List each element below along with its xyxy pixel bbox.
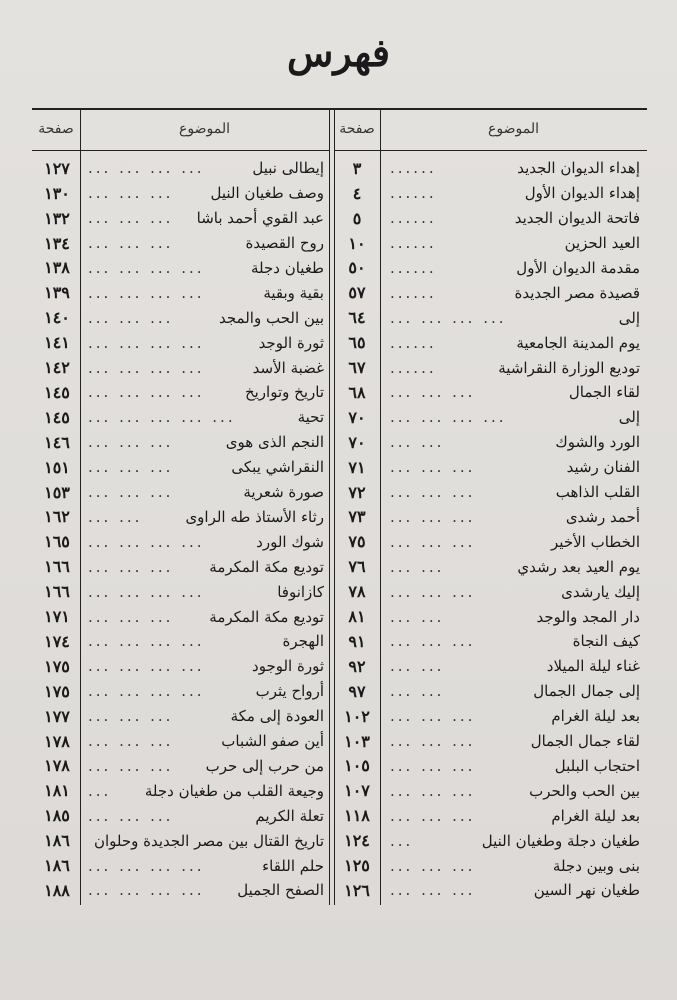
index-entry	[32, 729, 647, 754]
index-entry	[32, 679, 647, 704]
entry-title: أرواح يثرب	[255, 682, 324, 701]
index-entry	[32, 779, 647, 804]
entry-title: روح القصيدة	[245, 234, 324, 253]
page-number: ١٢٦	[344, 880, 370, 900]
index-entry	[32, 330, 647, 355]
entry-title: وجيعة القلب من طغيان دجلة	[144, 781, 324, 800]
leader-dots: ......	[390, 283, 437, 302]
index-entry	[32, 281, 647, 306]
index-entry	[32, 455, 647, 480]
leader-dots: ......	[390, 234, 437, 253]
right-header-rule	[334, 150, 647, 151]
entry-title: يوم العيد بعد رشدي	[517, 557, 640, 576]
leader-dots: ... ...	[88, 507, 143, 526]
index-entry	[32, 604, 647, 629]
page-number: ٩١	[348, 631, 366, 651]
index-entry	[32, 878, 647, 903]
entry-title: إليك يارشدى	[561, 582, 640, 601]
page-number: ٧١	[348, 457, 366, 477]
page-number: ١٥١	[44, 457, 70, 477]
page-number: ١٤٥	[44, 382, 70, 402]
page-number: ١٣٠	[44, 183, 70, 203]
leader-dots: ... ... ...	[88, 234, 174, 253]
entry-title: طغيان دجلة وطغيان النيل	[481, 831, 640, 850]
leader-dots: ... ... ... ...	[88, 283, 205, 302]
page-number: ١٠٣	[344, 731, 370, 751]
entry-title: طغيان نهر السين	[533, 881, 640, 900]
page-number: ١٤١	[44, 333, 70, 353]
entry-title: غضبة الأسد	[252, 358, 324, 377]
page-number: ١٠	[348, 233, 366, 253]
entry-title: طغيان دجلة	[250, 258, 324, 277]
entry-title: توديع مكة المكرمة	[209, 607, 324, 626]
leader-dots: ... ... ...	[88, 557, 174, 576]
page-number: ١٧٨	[44, 731, 70, 751]
entry-title: بعد ليلة الغرام	[551, 806, 640, 825]
page-number: ١٧١	[44, 607, 70, 627]
leader-dots: ... ... ... ...	[88, 333, 205, 352]
entry-title: حلم اللقاء	[262, 856, 324, 875]
entry-title: الصفح الجميل	[237, 881, 324, 900]
entry-title: صورة شعرية	[243, 483, 324, 502]
page-number: ١٠٧	[344, 781, 370, 801]
page-number: ١٧٨	[44, 756, 70, 776]
entry-title: احتجاب البلبل	[554, 756, 640, 775]
leader-dots: ... ... ...	[88, 458, 174, 477]
entry-title: الهجرة	[282, 632, 324, 651]
leader-dots: ... ... ...	[390, 532, 476, 551]
page-title: فهرس	[286, 30, 391, 75]
leader-dots: ... ... ...	[390, 582, 476, 601]
entry-title: يوم المدينة الجامعية	[516, 333, 640, 352]
entry-title: تعلة الكريم	[255, 806, 324, 825]
page-number: ٥٧	[348, 283, 366, 303]
leader-dots: ......	[390, 358, 437, 377]
leader-dots: ......	[390, 258, 437, 277]
leader-dots: ... ... ...	[88, 483, 174, 502]
right-page-header: صفحة	[339, 121, 375, 137]
page-number: ١٦٢	[44, 507, 70, 527]
leader-dots: ... ... ... ...	[88, 881, 205, 900]
leader-dots: ... ... ...	[390, 707, 476, 726]
entry-title: إيطالى نبيل	[252, 159, 324, 178]
index-entry	[32, 704, 647, 729]
entry-title: العيد الحزين	[564, 234, 640, 253]
page-number: ٩٧	[348, 681, 366, 701]
page-number: ١٢٤	[344, 831, 370, 851]
leader-dots: ... ... ... ...	[88, 258, 205, 277]
entry-title: كيف النجاة	[572, 632, 640, 651]
leader-dots: ... ... ...	[390, 881, 476, 900]
index-entry	[32, 530, 647, 555]
page-number: ٥	[352, 208, 362, 228]
leader-dots: ...	[88, 781, 112, 800]
entry-title: فاتحة الديوان الجديد	[514, 209, 640, 228]
leader-dots: ... ... ... ...	[88, 682, 205, 701]
page-number: ٧٨	[348, 582, 366, 602]
index-entry	[32, 754, 647, 779]
entry-title: مقدمة الديوان الأول	[516, 258, 640, 277]
entry-title: تحية	[297, 408, 324, 427]
index-table	[32, 110, 647, 910]
leader-dots: ......	[390, 209, 437, 228]
entry-title: دار المجد والوجد	[536, 607, 640, 626]
page-number: ٧٢	[348, 482, 366, 502]
entry-title: الورد والشوك	[555, 433, 640, 452]
entry-title: بعد ليلة الغرام	[551, 707, 640, 726]
entry-title: العودة إلى مكة	[230, 707, 324, 726]
page-number: ٦٤	[348, 308, 366, 328]
leader-dots: ... ...	[390, 657, 445, 676]
leader-dots: ... ... ... ...	[88, 383, 205, 402]
leader-dots: ... ... ...	[390, 732, 476, 751]
entry-title: لقاء جمال الجمال	[530, 732, 640, 751]
index-entry	[32, 803, 647, 828]
page-number: ٤	[352, 183, 362, 203]
page-number: ١٠٥	[344, 756, 370, 776]
entry-title: لقاء الجمال	[568, 383, 640, 402]
index-entry	[32, 231, 647, 256]
leader-dots: ... ... ...	[88, 806, 174, 825]
page-number: ٣	[352, 158, 362, 178]
index-entry	[32, 828, 647, 853]
page-number: ١٦٦	[44, 582, 70, 602]
index-entry	[32, 629, 647, 654]
entry-title: بين الحب والمجد	[218, 308, 324, 327]
entry-title: ثورة الوجد	[258, 333, 324, 352]
index-entry	[32, 355, 647, 380]
page-number: ١٣٩	[44, 283, 70, 303]
entry-title: بقية وبقية	[263, 283, 324, 302]
leader-dots: ... ... ...	[390, 483, 476, 502]
page-number: ١٣٤	[44, 233, 70, 253]
entry-title: النقراشي يبكى	[231, 458, 324, 477]
leader-dots: ... ... ... ...	[88, 856, 205, 875]
index-entry	[32, 554, 647, 579]
page-number: ١٨١	[44, 781, 70, 801]
entry-title: ثورة الوجود	[252, 657, 324, 676]
index-entry	[32, 579, 647, 604]
left-topic-header: الموضوع	[179, 121, 230, 137]
index-entry	[32, 206, 647, 231]
page-number: ١٦٦	[44, 557, 70, 577]
index-entry	[32, 405, 647, 430]
entry-title: توديع مكة المكرمة	[209, 557, 324, 576]
page-number: ١٥٣	[44, 482, 70, 502]
leader-dots: ... ... ... ...	[88, 532, 205, 551]
right-topic-header: الموضوع	[488, 121, 539, 137]
page-number: ١٨٦	[44, 856, 70, 876]
index-entry	[32, 181, 647, 206]
entry-title: رثاء الأستاذ طه الراوى	[185, 507, 324, 526]
index-entry	[32, 505, 647, 530]
leader-dots: ......	[390, 159, 437, 178]
entry-title: أحمد رشدى	[565, 507, 640, 526]
left-header-rule	[32, 150, 329, 151]
leader-dots: ... ...	[390, 607, 445, 626]
leader-dots: ... ... ... ...	[88, 582, 205, 601]
page-number: ١٠٢	[344, 706, 370, 726]
page-number: ٦٥	[348, 333, 366, 353]
page-number: ٧٣	[348, 507, 366, 527]
page-number: ٦٨	[348, 382, 366, 402]
entry-title: قصيدة مصر الجديدة	[514, 283, 640, 302]
page-number: ١٧٧	[44, 706, 70, 726]
entry-title: تاريخ وتواريخ	[244, 383, 324, 402]
page-number: ١٤٢	[44, 358, 70, 378]
leader-dots: ... ... ...	[390, 507, 476, 526]
leader-dots: ... ... ...	[390, 458, 476, 477]
index-entry	[32, 156, 647, 181]
leader-dots: ... ... ...	[88, 209, 174, 228]
page-number: ١٧٤	[44, 631, 70, 651]
entry-title: إهداء الديوان الجديد	[517, 159, 640, 178]
leader-dots: ... ... ... ...	[88, 657, 205, 676]
page-number: ٧٠	[348, 432, 366, 452]
index-entry	[32, 853, 647, 878]
page-number: ١٤٥	[44, 407, 70, 427]
index-entry	[32, 256, 647, 281]
leader-dots: ... ... ...	[88, 184, 174, 203]
leader-dots: ... ... ... ...	[390, 408, 507, 427]
page-number: ٧٥	[348, 532, 366, 552]
page-number: ١٨٥	[44, 806, 70, 826]
entry-title: تاريخ القتال بين مصر الجديدة وحلوان	[93, 831, 324, 850]
page-number: ١٣٨	[44, 258, 70, 278]
leader-dots: ... ... ...	[390, 756, 476, 775]
leader-dots: ... ... ...	[390, 383, 476, 402]
leader-dots: ... ... ...	[88, 607, 174, 626]
entry-title: كازانوفا	[277, 582, 324, 601]
left-page-header: صفحة	[38, 121, 74, 137]
page-number: ٥٠	[348, 258, 366, 278]
leader-dots: ... ... ...	[390, 632, 476, 651]
entry-title: إهداء الديوان الأول	[524, 184, 640, 203]
leader-dots: ... ... ...	[88, 756, 174, 775]
page-number: ١٤٠	[44, 308, 70, 328]
leader-dots: ... ... ... ...	[88, 358, 205, 377]
entry-title: إلى	[618, 408, 640, 427]
entry-title: بنى وبين دجلة	[552, 856, 640, 875]
entry-title: إلى جمال الجمال	[533, 682, 640, 701]
leader-dots: ......	[390, 333, 437, 352]
entry-title: الخطاب الأخير	[551, 532, 640, 551]
page-number: ١١٨	[344, 806, 370, 826]
entry-title: من حرب إلى حرب	[205, 756, 324, 775]
leader-dots: ... ... ...	[88, 732, 174, 751]
page-number: ٨١	[348, 607, 366, 627]
entry-title: أين صفو الشباب	[221, 732, 324, 751]
page-number: ٦٧	[348, 358, 366, 378]
page-number: ١٦٥	[44, 532, 70, 552]
page-number: ١٣٢	[44, 208, 70, 228]
leader-dots: ... ... ... ...	[88, 632, 205, 651]
leader-dots: ... ...	[390, 433, 445, 452]
index-entry	[32, 380, 647, 405]
index-entry	[32, 305, 647, 330]
leader-dots: ... ... ... ...	[88, 159, 205, 178]
entry-title: شوك الورد	[256, 532, 324, 551]
page-number: ٧٠	[348, 407, 366, 427]
page-number: ١٨٨	[44, 880, 70, 900]
page-number: ١٧٥	[44, 656, 70, 676]
leader-dots: ... ... ... ...	[390, 308, 507, 327]
entry-title: النجم الذى هوى	[225, 433, 324, 452]
entry-title: وصف طغيان النيل	[210, 184, 324, 203]
page-number: ٧٦	[348, 557, 366, 577]
entry-title: إلى	[618, 308, 640, 327]
page-number: ١٤٦	[44, 432, 70, 452]
leader-dots: ... ... ...	[390, 781, 476, 800]
leader-dots: ... ... ...	[390, 806, 476, 825]
entry-title: عبد القوي أحمد باشا	[196, 209, 324, 228]
index-entry	[32, 654, 647, 679]
leader-dots: ... ...	[390, 557, 445, 576]
page-number: ١٨٦	[44, 831, 70, 851]
leader-dots: ... ... ...	[88, 308, 174, 327]
page-number: ١٢٧	[44, 158, 70, 178]
leader-dots: ... ... ...	[88, 433, 174, 452]
entry-title: الفنان رشيد	[566, 458, 640, 477]
index-entry	[32, 430, 647, 455]
index-entry	[32, 480, 647, 505]
page-number: ١٢٥	[344, 856, 370, 876]
entry-title: القلب الذاهب	[555, 483, 640, 502]
leader-dots: ... ... ...	[390, 856, 476, 875]
leader-dots: ... ...	[390, 682, 445, 701]
page-number: ١٧٥	[44, 681, 70, 701]
leader-dots: ... ... ...	[88, 707, 174, 726]
leader-dots: ......	[390, 184, 437, 203]
entry-title: توديع الوزارة النقراشية	[498, 358, 640, 377]
leader-dots: ... ... ... ... ...	[88, 408, 236, 427]
page-number: ٩٢	[348, 656, 366, 676]
entry-title: بين الحب والحرب	[529, 781, 640, 800]
leader-dots: ...	[390, 831, 414, 850]
entry-title: غناء ليلة الميلاد	[546, 657, 640, 676]
